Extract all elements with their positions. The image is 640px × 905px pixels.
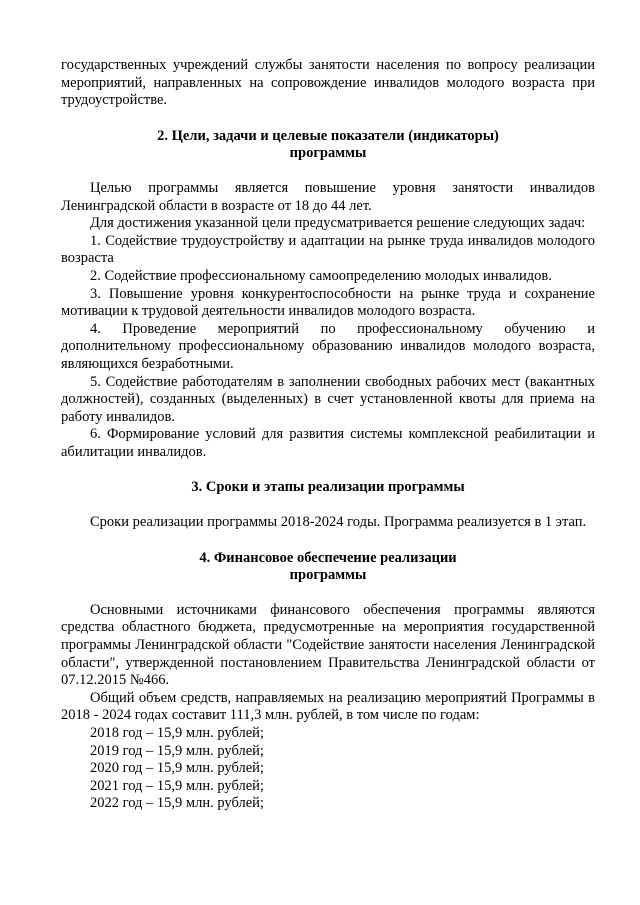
funding-total-paragraph: Общий объем средств, направляемых на реализацию мероприятий Программы в 2018 - 2024 годах составит 111,3 млн. рублей, в том числе по годам:: [61, 689, 595, 724]
section-3-heading: 3. Сроки и этапы реализации программы: [191, 479, 465, 496]
document-body: [61, 57, 595, 813]
task-item-1: 1. Содействие трудоустройству и адаптации на рынке труда инвалидов молодого возраста: [61, 232, 595, 267]
task-item-4: 4. Проведение мероприятий по профессиональному обучению и дополнительному профессиональному образованию инвалидов молодого возраста, являющихся безработными.: [61, 320, 595, 372]
funding-year-item: 2019 год – 15,9 млн. рублей;: [90, 742, 264, 759]
section-4-heading-line2: программы: [289, 567, 367, 584]
section-4-heading: [61, 550, 595, 585]
funding-year-item: 2018 год – 15,9 млн. рублей;: [90, 725, 264, 741]
funding-year-item: 2020 год – 15,9 млн. рублей;: [90, 760, 264, 777]
funding-by-year-list: [61, 725, 595, 813]
section-2-heading-line1: 2. Цели, задачи и целевые показатели (индикаторы): [157, 127, 499, 144]
task-item-5: 5. Содействие работодателям в заполнении свободных рабочих мест (вакантных должностей), созданных (выделенных) в счет установленной квоты для приема на работу инвалидов.: [61, 373, 595, 425]
task-item-2: 2. Содействие профессиональному самоопределению молодых инвалидов.: [90, 267, 552, 284]
section-4-heading-line1: 4. Финансовое обеспечение реализации: [199, 549, 457, 566]
task-item-3: 3. Повышение уровня конкурентоспособности на рынке труда и сохранение мотивации к трудовой деятельности инвалидов молодого возраста.: [61, 285, 595, 320]
goal-paragraph: Целью программы является повышение уровня занятости инвалидов Ленинградской области в возрасте от 18 до 44 лет.: [61, 179, 595, 214]
tasks-intro-paragraph: Для достижения указанной цели предусматривается решение следующих задач:: [90, 215, 586, 232]
funding-sources-paragraph: Основными источниками финансового обеспечения программы являются средства областного бюджета, предусмотренные на мероприятия государственной программы Ленинградской области "Содействие занятости населения Ленинградской области", утвержденной постановлением Правительства Ленинградской области от 07.12.2015 №466.: [61, 601, 595, 689]
funding-year-item: 2021 год – 15,9 млн. рублей;: [90, 777, 264, 794]
intro-paragraph: государственных учреждений службы занятости населения по вопросу реализации мероприятий, направленных на сопровождение инвалидов молодого возраста при трудоустройстве.: [61, 57, 595, 109]
terms-paragraph: Сроки реализации программы 2018-2024 годы. Программа реализуется в 1 этап.: [90, 514, 587, 531]
section-2-heading: [61, 128, 595, 163]
section-2-heading-line2: программы: [289, 145, 367, 162]
task-item-6: 6. Формирование условий для развития системы комплексной реабилитации и абилитации инвалидов.: [61, 426, 595, 460]
funding-year-item: 2022 год – 15,9 млн. рублей;: [90, 795, 264, 812]
